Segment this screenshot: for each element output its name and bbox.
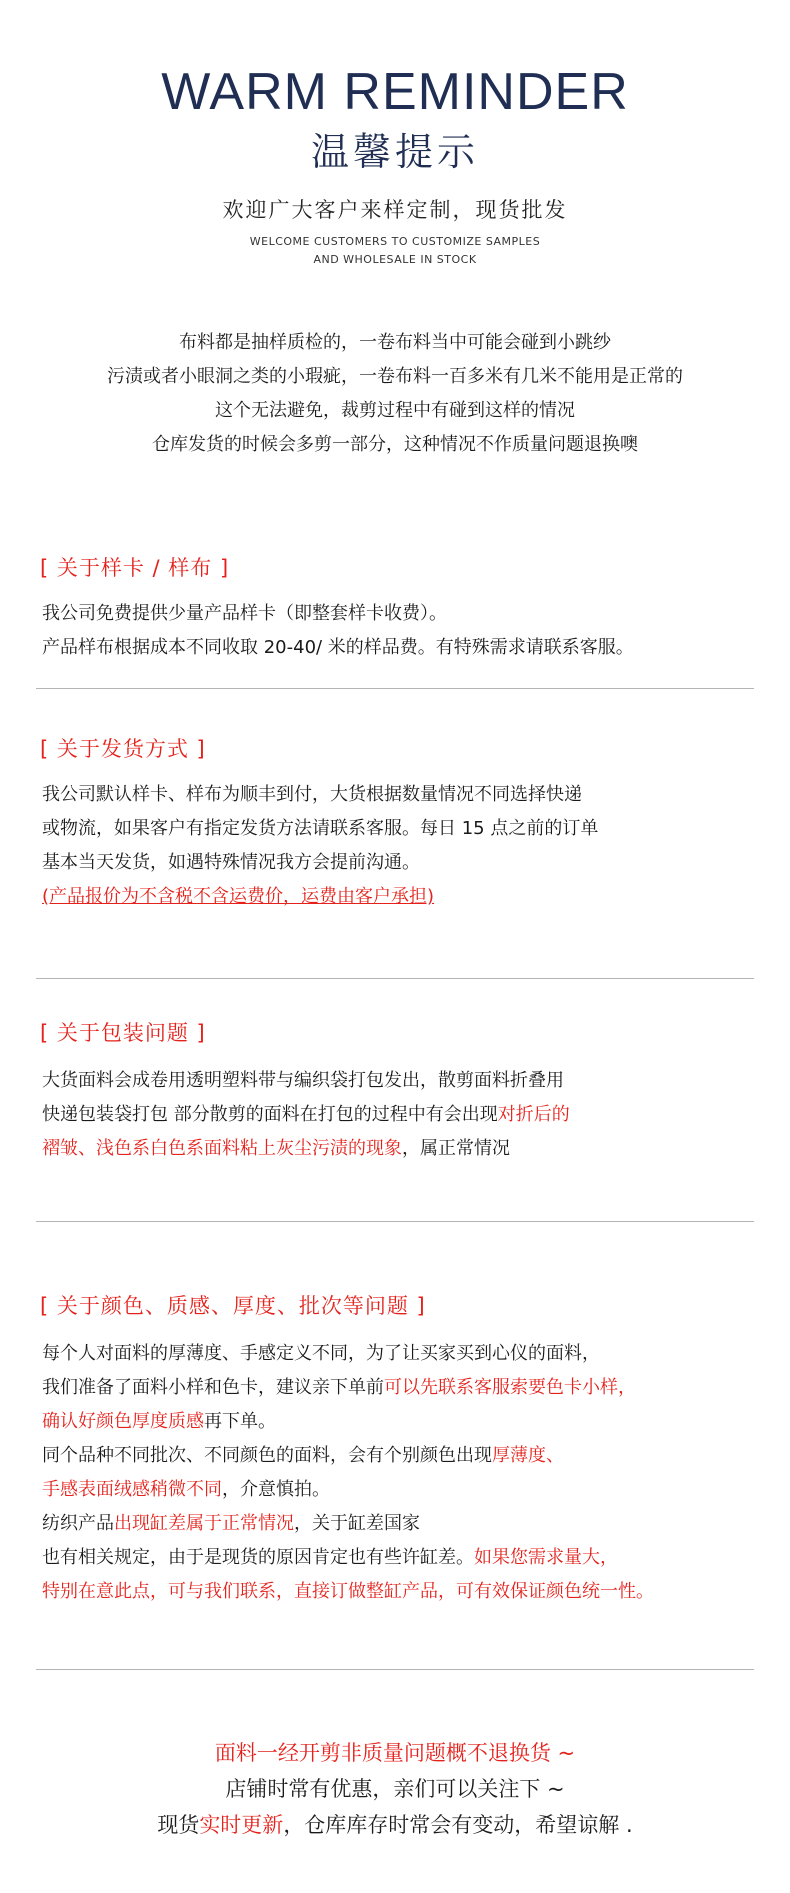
body-line <box>42 1132 570 1166</box>
body-text: ，属正常情况 <box>402 1138 510 1159</box>
body-line: 基本当天发货，如遇特殊情况我方会提前沟通。 <box>42 852 420 873</box>
body-line <box>42 1507 654 1541</box>
footer-notice <box>0 1735 790 1843</box>
body-text: 纺织产品 <box>42 1513 114 1534</box>
body-text: 也有相关规定，由于是现货的原因肯定也有些许缸差。 <box>42 1547 474 1568</box>
section-heading-shipping: [ 关于发货方式 ] <box>40 737 206 761</box>
section-body-packaging <box>42 1064 570 1166</box>
header-title-cn: 温馨提示 <box>310 130 479 174</box>
footer-line-follow: 店铺时常有优惠，亲们可以关注下 ~ <box>225 1777 565 1801</box>
intro-line: 布料都是抽样质检的，一卷布料当中可能会碰到小跳纱 <box>179 332 611 353</box>
body-line: 产品样布根据成本不同收取 20-40/ 米的样品费。有特殊需求请联系客服。 <box>42 637 634 658</box>
highlight-text: 实时更新 <box>199 1813 284 1837</box>
section-heading-samples: [ 关于样卡 / 样布 ] <box>40 556 230 580</box>
intro-line: 仓库发货的时候会多剪一部分，这种情况不作质量问题退换噢 <box>152 434 638 455</box>
body-line <box>42 1405 654 1439</box>
footer-line-no-return: 面料一经开剪非质量问题概不退换货 ~ <box>214 1741 576 1765</box>
body-line: 或物流，如果客户有指定发货方法请联系客服。每日 15 点之前的订单 <box>42 818 599 839</box>
highlight-text: 可以先联系客服索要色卡小样， <box>384 1377 636 1398</box>
section-body-color <box>42 1337 654 1609</box>
header-title-en: WARM REMINDER <box>161 63 629 121</box>
body-line: 大货面料会成卷用透明塑料带与编织袋打包发出，散剪面料折叠用 <box>42 1070 564 1091</box>
body-line: 每个人对面料的厚薄度、手感定义不同，为了让买家买到心仪的面料， <box>42 1343 600 1364</box>
section-body-shipping <box>42 778 598 914</box>
body-text: ，仓库库存时常会有变动，希望谅解 . <box>283 1813 633 1837</box>
highlight-text: 手感表面绒感稍微不同 <box>42 1479 222 1500</box>
body-text: 再下单。 <box>204 1411 276 1432</box>
welcome-en-line: AND WHOLESALE IN STOCK <box>313 253 477 266</box>
welcome-text-cn: 欢迎广大客户来样定制，现货批发 <box>222 198 568 222</box>
body-text: 同个品种不同批次、不同颜色的面料，会有个别颜色出现 <box>42 1445 492 1466</box>
shipping-price-note: (产品报价为不含税不含运费价，运费由客户承担) <box>42 886 435 907</box>
section-divider <box>36 688 754 689</box>
section-body-samples <box>42 597 634 665</box>
welcome-en-line: WELCOME CUSTOMERS TO CUSTOMIZE SAMPLES <box>249 235 541 248</box>
body-line <box>42 1541 654 1575</box>
highlight-line: 特别在意此点，可与我们联系，直接订做整缸产品，可有效保证颜色统一性。 <box>42 1581 654 1602</box>
intro-line: 这个无法避免，裁剪过程中有碰到这样的情况 <box>215 400 575 421</box>
highlight-text: 出现缸差属于正常情况 <box>114 1513 294 1534</box>
welcome-text-en <box>0 233 790 269</box>
body-text: 我们准备了面料小样和色卡，建议亲下单前 <box>42 1377 384 1398</box>
body-line: 我公司免费提供少量产品样卡（即整套样卡收费）。 <box>42 603 447 624</box>
intro-line: 污渍或者小眼洞之类的小瑕疵，一卷布料一百多米有几米不能用是正常的 <box>107 366 683 387</box>
body-line <box>42 1098 570 1132</box>
highlight-text: 褶皱、浅色系白色系面料粘上灰尘污渍的现象 <box>42 1138 402 1159</box>
body-text: 快递包装袋打包 部分散剪的面料在打包的过程中有会出现 <box>42 1104 498 1125</box>
section-heading-packaging: [ 关于包装问题 ] <box>40 1021 206 1045</box>
body-line <box>42 1473 654 1507</box>
footer-line-stock <box>0 1807 790 1843</box>
body-line: 我公司默认样卡、样布为顺丰到付，大货根据数量情况不同选择快递 <box>42 784 582 805</box>
body-line <box>42 1371 654 1405</box>
body-line <box>42 1439 654 1473</box>
section-heading-color: [ 关于颜色、质感、厚度、批次等问题 ] <box>40 1294 426 1318</box>
intro-paragraph <box>0 326 790 462</box>
body-text: 现货 <box>157 1813 200 1837</box>
section-divider <box>36 1669 754 1670</box>
section-divider <box>36 1221 754 1222</box>
body-text: ，介意慎拍。 <box>222 1479 330 1500</box>
highlight-text: 厚薄度、 <box>492 1445 564 1466</box>
highlight-text: 确认好颜色厚度质感 <box>42 1411 204 1432</box>
highlight-text: 如果您需求量大， <box>474 1547 618 1568</box>
highlight-text: 对折后的 <box>497 1104 570 1125</box>
body-text: ，关于缸差国家 <box>294 1513 420 1534</box>
section-divider <box>36 978 754 979</box>
